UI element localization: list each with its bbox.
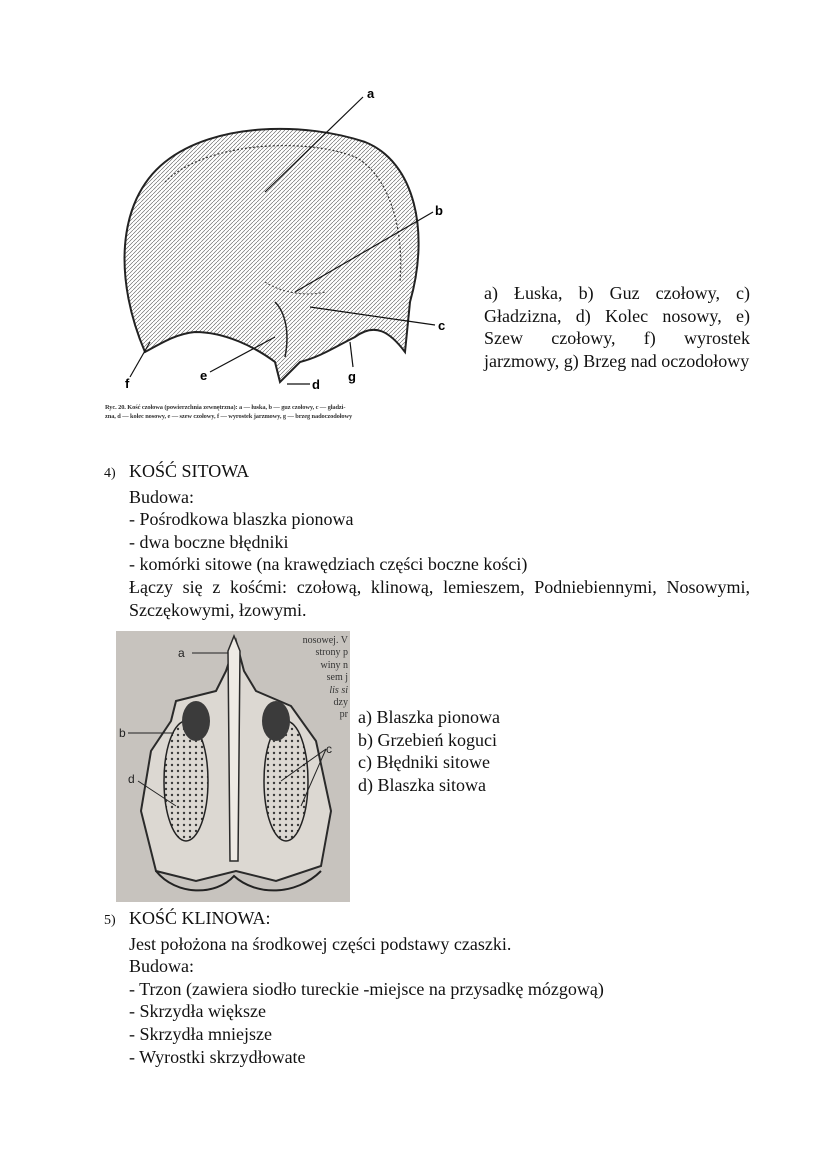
section-number: 4)	[104, 466, 116, 481]
text-line: - komórki sitowe (na krawędziach części boczne kości)	[129, 554, 528, 575]
legend-item: a) Blaszka pionowa	[358, 707, 500, 727]
text-line: - Pośrodkowa blaszka pionowa	[129, 509, 354, 530]
background-text-line: pr	[339, 709, 348, 721]
fig1-label-g: g	[348, 369, 356, 384]
legend-item: c) Błędniki sitowe	[358, 752, 490, 773]
fig1-label-e: e	[200, 368, 208, 383]
fig1-label-f: f	[125, 376, 130, 391]
text-line: - Trzon (zawiera siodło tureckie -miejsce na przysadkę mózgową)	[129, 978, 604, 999]
background-text-line: dzy	[333, 697, 348, 709]
text-line: - Skrzydła większe	[129, 1001, 266, 1022]
background-text-line: lis si	[329, 684, 348, 696]
background-text-line: sem j	[326, 672, 348, 684]
joins-text: Łączy się z kośćmi: czołową, klinową, lemieszem, Podniebiennymi, Nosowymi, Szczękowymi, łzowymi.	[129, 576, 750, 620]
text-line: Jest położona na środkowej części podstawy czaszki.	[129, 933, 512, 954]
caption-line: zna, d — kolec nosowy, e — szew czołowy, f — wyrostek jarzmowy, g — brzeg nadoczodołowy	[105, 412, 353, 420]
background-text-line: strony p	[315, 647, 348, 659]
section-number: 5)	[104, 913, 116, 928]
caption-line: Ryc. 20. Kość czołowa (powierzchnia zewnętrzna): a — łuska, b — guz czołowy, c — gładzi-	[105, 404, 346, 411]
section-title: KOŚĆ SITOWA	[129, 461, 250, 481]
fig2-label-b: b	[119, 726, 126, 740]
frontal-bone-drawing	[105, 82, 477, 402]
ethmoid-legend	[358, 706, 500, 796]
fig1-label-a: a	[367, 86, 375, 101]
text-line: - dwa boczne błędniki	[129, 531, 289, 552]
section-title: KOŚĆ KLINOWA:	[129, 908, 271, 928]
text-line: - Wyrostki skrzydłowate	[129, 1046, 306, 1067]
fig1-label-c: c	[438, 318, 446, 333]
fig2-background-text	[286, 635, 348, 722]
section-ethmoid	[104, 460, 754, 621]
background-text-line: winy n	[320, 659, 348, 671]
frontal-bone-legend: a) Łuska, b) Guz czołowy, c) Gładzizna, d) Kolec nosowy, e) Szew czołowy, f) wyrostek jarzmowy, g) Brzeg nad oczodołowy	[484, 283, 750, 371]
text-line: Budowa:	[129, 956, 194, 977]
ethmoid-bone-figure	[116, 631, 350, 902]
fig2-label-c: c	[326, 742, 332, 756]
section-sphenoid	[104, 907, 754, 1068]
fig2-label-a: a	[178, 646, 185, 660]
legend-item: b) Grzebień koguci	[358, 729, 497, 750]
background-text-line: nosowej. V	[302, 635, 348, 646]
fig1-label-b: b	[435, 203, 443, 218]
text-line: - Skrzydła mniejsze	[129, 1023, 272, 1044]
legend-item: d) Blaszka sitowa	[358, 774, 486, 795]
frontal-bone-figure	[105, 82, 477, 438]
frontal-bone-caption	[105, 404, 477, 421]
text-line: Budowa:	[129, 486, 194, 507]
fig1-label-d: d	[312, 377, 320, 392]
fig2-label-d: d	[128, 772, 135, 786]
